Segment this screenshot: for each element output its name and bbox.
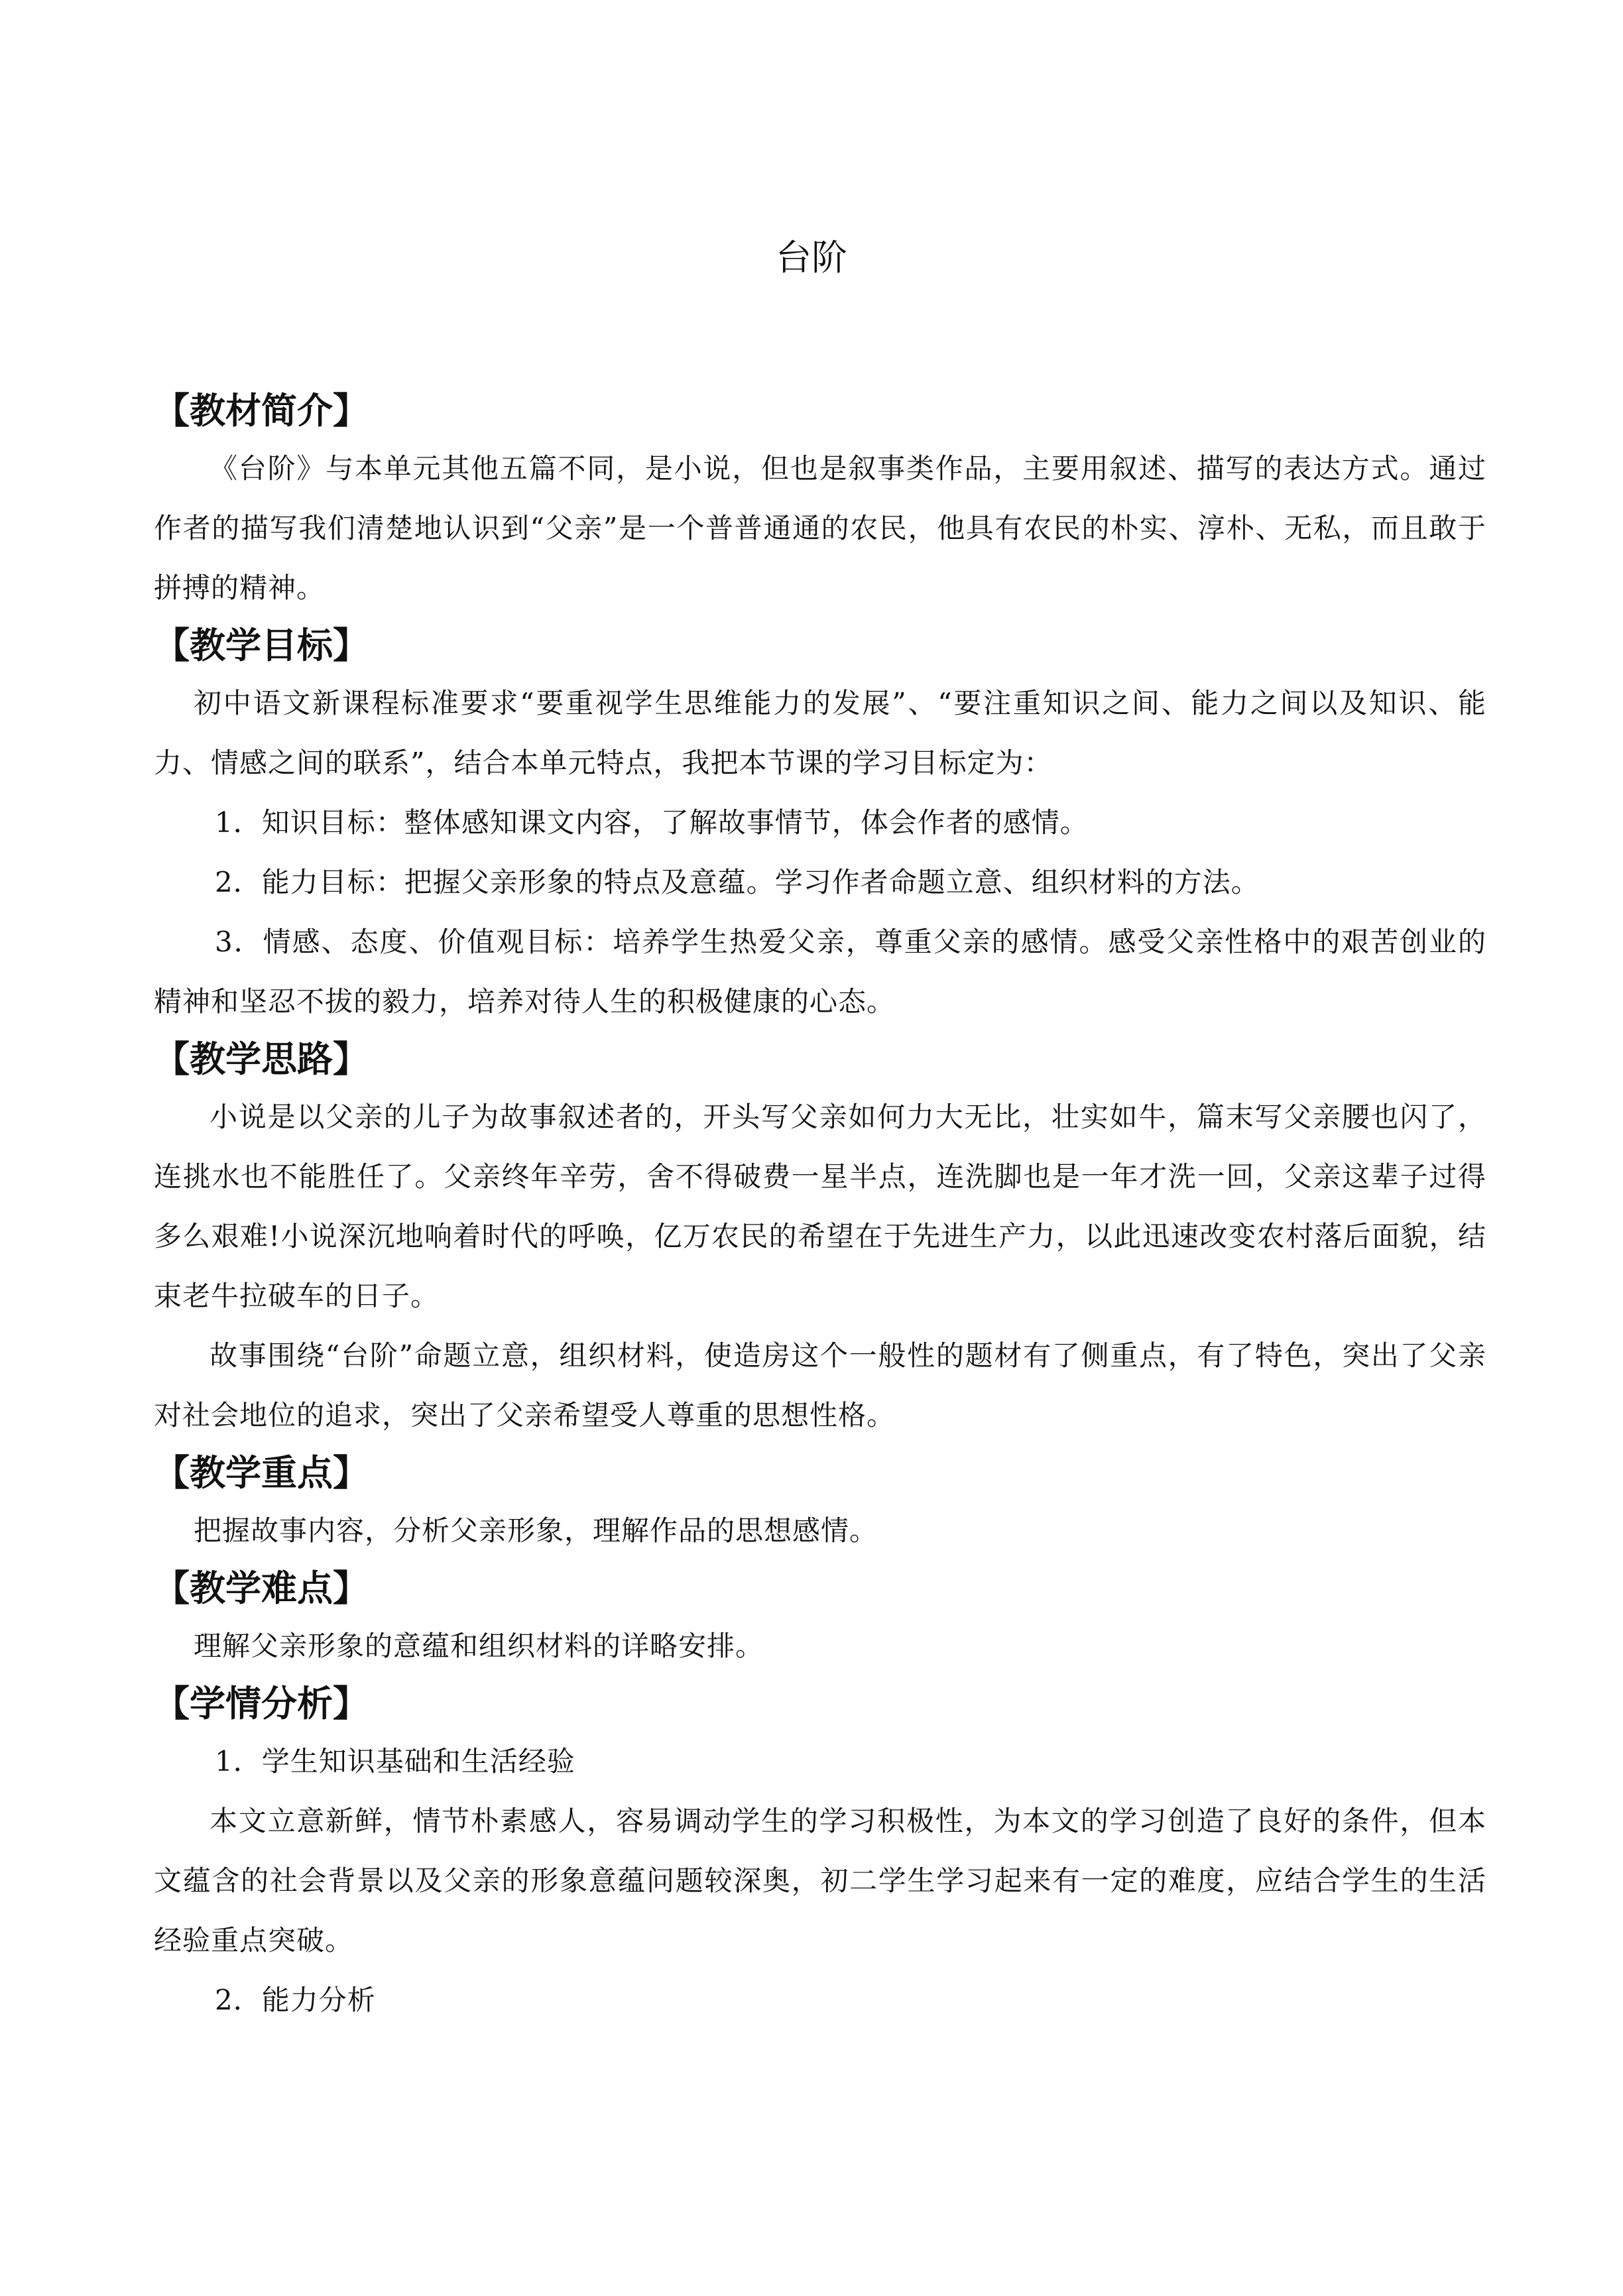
analysis-item-knowledge-base: 1．学生知识基础和生活经验 <box>215 1745 575 1778</box>
goals-item-emotion: 3．情感、态度、价值观目标：培养学生热爱父亲，尊重父亲的感情。感受父亲性格中的艰苦创业的精神和坚忍不拔的毅力，培养对待人生的积极健康的心态。 <box>154 926 1486 1018</box>
approach-paragraph-1: 小说是以父亲的儿子为故事叙述者的，开头写父亲如何力大无比，壮实如牛，篇末写父亲腰也闪了，连挑水也不能胜任了。父亲终年辛劳，舍不得破费一星半点，连洗脚也是一年才洗一回，父亲这辈子过得多么艰难!小说深沉地响着时代的呼唤，亿万农民的希望在于先进生产力，以此迅速改变农村落后面貌，结束老牛拉破车的日子。 <box>154 1101 1486 1312</box>
goals-item-knowledge: 1．知识目标：整体感知课文内容，了解故事情节，体会作者的感情。 <box>215 806 1089 839</box>
document-body <box>154 383 1486 2030</box>
analysis-paragraph: 本文立意新鲜，情节朴素感人，容易调动学生的学习积极性，为本文的学习创造了良好的条件，但本文蕴含的社会背景以及父亲的形象意蕴问题较深奥，初二学生学习起来有一定的难度，应结合学生的生活经验重点突破。 <box>154 1805 1486 1957</box>
goals-item-ability: 2．能力目标：把握父亲形象的特点及意蕴。学习作者命题立意、组织材料的方法。 <box>215 866 1260 898</box>
section-heading-difficulty: 【教学难点】 <box>154 1567 369 1609</box>
section-heading-approach: 【教学思路】 <box>154 1038 369 1080</box>
intro-paragraph: 《台阶》与本单元其他五篇不同，是小说，但也是叙事类作品，主要用叙述、描写的表达方式。通过作者的描写我们清楚地认识到“父亲”是一个普普通通的农民，他具有农民的朴实、淳朴、无私，而且敢于拼搏的精神。 <box>154 452 1486 604</box>
section-goals <box>154 618 1486 1032</box>
section-intro <box>154 383 1486 618</box>
page-title: 台阶 <box>776 237 847 279</box>
analysis-item-ability: 2．能力分析 <box>215 1984 376 2016</box>
goals-paragraph: 初中语文新课程标准要求“要重视学生思维能力的发展”、“要注重知识之间、能力之间以及知识、能力、情感之间的联系”，结合本单元特点，我把本节课的学习目标定为： <box>154 687 1486 779</box>
section-heading-analysis: 【学情分析】 <box>154 1683 369 1724</box>
approach-paragraph-2: 故事围绕“台阶”命题立意，组织材料，使造房这个一般性的题材有了侧重点，有了特色，突出了父亲对社会地位的追求，突出了父亲希望受人尊重的思想性格。 <box>154 1339 1486 1431</box>
section-heading-intro: 【教材简介】 <box>154 390 369 432</box>
section-focus <box>154 1445 1486 1561</box>
section-heading-focus: 【教学重点】 <box>154 1452 369 1494</box>
section-difficulty <box>154 1561 1486 1676</box>
section-heading-goals: 【教学目标】 <box>154 625 369 666</box>
focus-paragraph: 把握故事内容，分析父亲形象，理解作品的思想感情。 <box>194 1514 878 1547</box>
difficulty-paragraph: 理解父亲形象的意蕴和组织材料的详略安排。 <box>194 1630 764 1662</box>
section-approach <box>154 1032 1486 1445</box>
section-analysis <box>154 1676 1486 2030</box>
